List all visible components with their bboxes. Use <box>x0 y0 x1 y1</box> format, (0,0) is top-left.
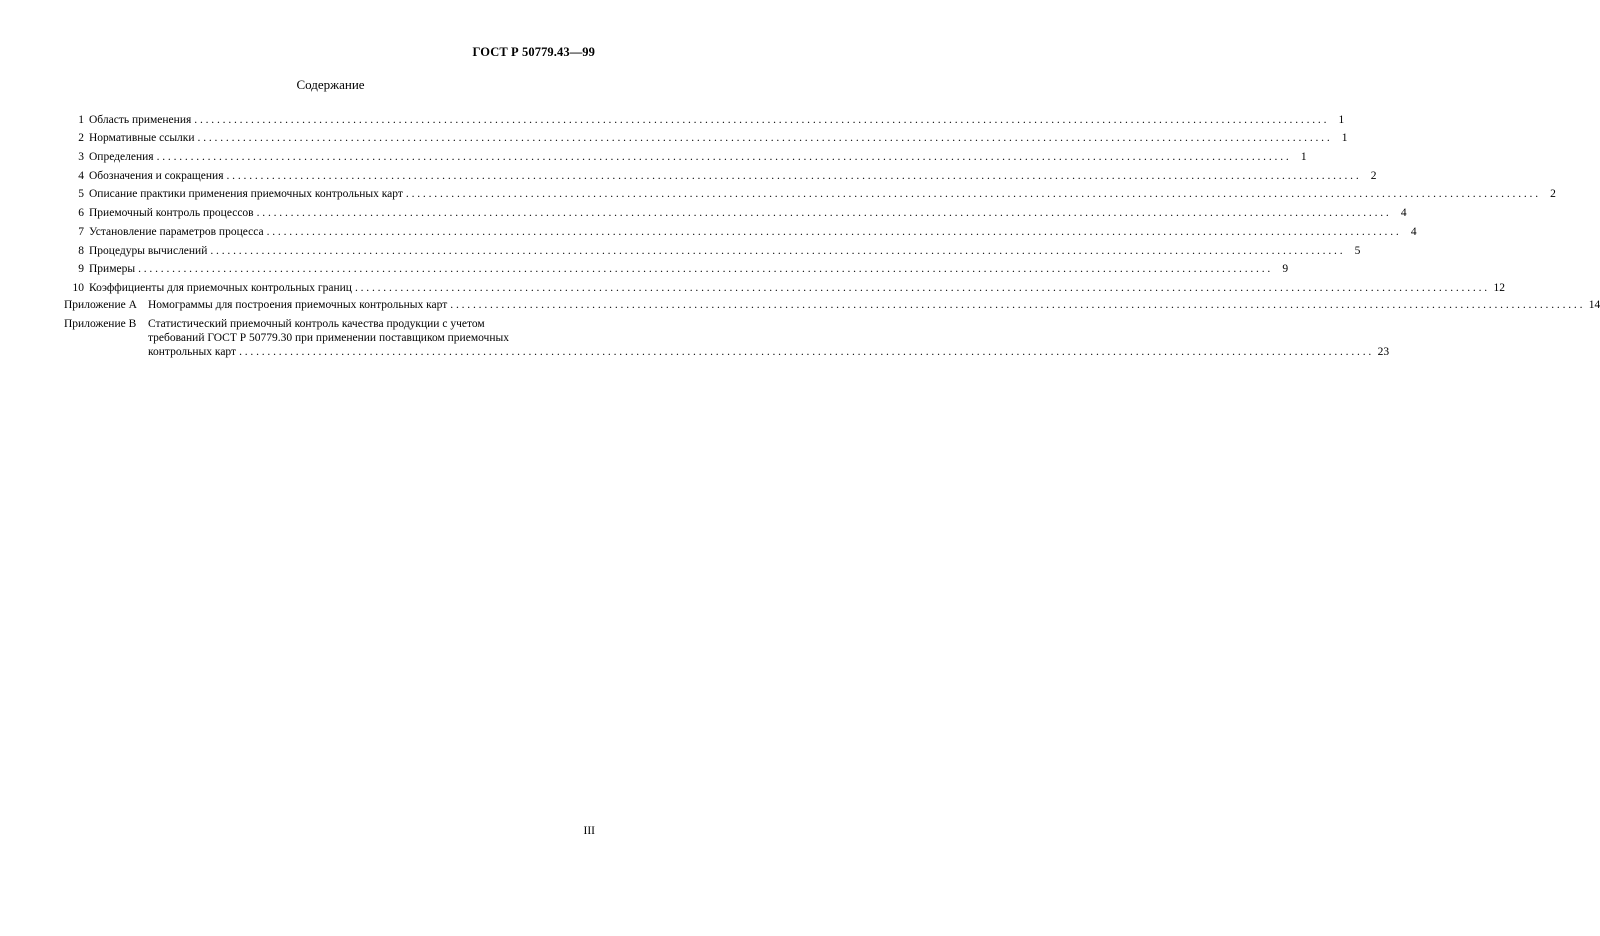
toc-entry-page: 4 <box>1410 225 1417 238</box>
toc-entry-title: Область применения <box>89 113 192 126</box>
dot-leader: ........................................................................................................................................................................................................ <box>266 225 1402 238</box>
toc-entry-number: 3 <box>78 151 84 164</box>
toc-entry-number: 7 <box>78 225 84 238</box>
toc-entry[interactable] <box>64 183 1556 202</box>
toc-entry-number: 1 <box>78 113 84 126</box>
toc-entry-title: Описание практики применения приемочных контрольных карт <box>89 188 403 201</box>
appendix-title-line: требований ГОСТ Р 50779.30 при применении поставщиком приемочных <box>148 331 509 344</box>
toc-entry-page: 2 <box>1550 188 1556 201</box>
toc-entry-number: 6 <box>78 207 84 220</box>
toc-entry-page: 1 <box>1341 132 1348 145</box>
toc-entry-title: Обозначения и сокращения <box>89 169 224 182</box>
dot-leader: ........................................................................................................................................................................................................ <box>194 113 1330 126</box>
toc-entry[interactable] <box>64 127 1348 146</box>
toc-entry-page: 1 <box>1338 113 1345 126</box>
toc-entry[interactable] <box>64 145 1307 164</box>
toc-entry[interactable] <box>64 258 1289 277</box>
dot-leader: ........................................................................................................................................................................................................ <box>138 263 1274 276</box>
toc-entry[interactable] <box>64 201 1407 220</box>
toc-entry-page: 9 <box>1282 263 1289 276</box>
toc-entry-title: Нормативные ссылки <box>89 132 195 145</box>
appendix-page: 14 <box>1588 298 1600 311</box>
toc-entry-title: Процедуры вычислений <box>89 244 208 257</box>
dot-leader: ........................................................................................................................................................................................................ <box>354 281 1490 294</box>
toc-entry-number: 2 <box>78 132 84 145</box>
toc-entry[interactable] <box>64 239 1361 258</box>
toc-entry-number: 8 <box>78 244 84 257</box>
toc-entry-page: 4 <box>1400 207 1407 220</box>
toc-title: Содержание <box>296 77 365 92</box>
toc-appendix-b[interactable] <box>64 317 1390 359</box>
toc-appendix-a[interactable] <box>64 298 1600 316</box>
toc-entry[interactable] <box>64 220 1417 239</box>
page-number: III <box>583 825 595 837</box>
toc-entry-page: 12 <box>1493 281 1505 294</box>
toc-entry-number: 4 <box>78 169 84 182</box>
appendix-label: Приложение А <box>64 298 137 311</box>
toc-entry-title: Примеры <box>89 263 136 276</box>
toc-entry-title: Приемочный контроль процессов <box>89 207 254 220</box>
toc-entry[interactable] <box>64 108 1345 127</box>
appendix-title-line: Статистический приемочный контроль качества продукции с учетом <box>148 317 485 330</box>
dot-leader: ........................................................................................................................................................................................................ <box>210 244 1346 257</box>
dot-leader: ........................................................................................................................................................................................................ <box>405 188 1541 201</box>
appendix-page: 23 <box>1377 345 1390 358</box>
appendix-label: Приложение В <box>64 317 137 330</box>
toc-entry-title: Определения <box>89 151 154 164</box>
table-of-contents <box>64 108 1600 359</box>
dot-leader: ........................................................................................................................................................................................................ <box>197 132 1333 145</box>
appendix-title: контрольных карт <box>148 345 237 358</box>
toc-entry-page: 1 <box>1300 151 1307 164</box>
dot-leader: ........................................................................................................................................................................................................ <box>450 298 1586 311</box>
toc-entry[interactable] <box>64 164 1377 183</box>
toc-entry[interactable] <box>64 276 1505 295</box>
dot-leader: ........................................................................................................................................................................................................ <box>239 345 1375 358</box>
dot-leader: ........................................................................................................................................................................................................ <box>226 169 1362 182</box>
toc-entry-number: 9 <box>78 263 84 276</box>
toc-entry-title: Установление параметров процесса <box>89 225 264 238</box>
toc-entry-title: Коэффициенты для приемочных контрольных границ <box>89 281 352 294</box>
toc-entry-page: 2 <box>1370 169 1377 182</box>
appendix-title: Номограммы для построения приемочных контрольных карт <box>148 298 448 311</box>
toc-entry-number: 5 <box>78 188 84 201</box>
toc-entry-page: 5 <box>1354 244 1361 257</box>
dot-leader: ........................................................................................................................................................................................................ <box>156 151 1292 164</box>
document-code: ГОСТ Р 50779.43—99 <box>472 45 595 59</box>
dot-leader: ........................................................................................................................................................................................................ <box>256 207 1392 220</box>
toc-entry-number: 10 <box>72 281 84 294</box>
